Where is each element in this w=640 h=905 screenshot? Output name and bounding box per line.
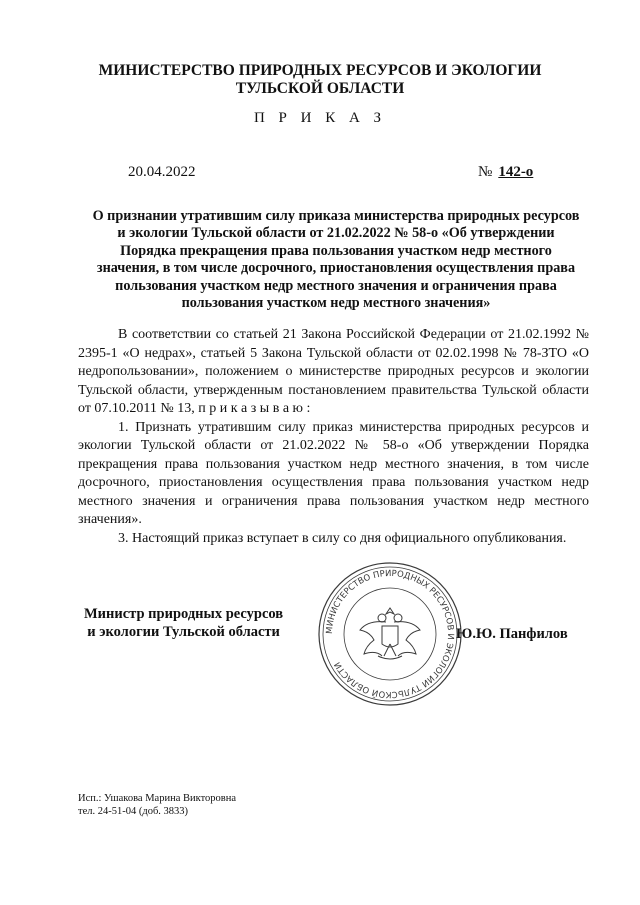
- signer-title-line2: и экологии Тульской области: [87, 624, 280, 640]
- heading-line: и экологии Тульской области от 21.02.2022 № 58-о «Об утверждении: [117, 225, 555, 242]
- heading-line: Порядка прекращения права пользования участком недр местного: [120, 242, 552, 259]
- clause-3-paragraph: 3. Настоящий приказ вступает в силу со дня официального опубликования.: [118, 530, 567, 546]
- heading-line: пользования участком недр местного значения и ограничения права: [115, 277, 557, 294]
- number-value: 142-о: [498, 164, 534, 180]
- ministry-name-line2: ТУЛЬСКОЙ ОБЛАСТИ: [235, 80, 405, 97]
- executor-phone: тел. 24-51-04 (доб. 3833): [78, 806, 189, 817]
- signer-position: [84, 605, 283, 641]
- signer-title-line1: Министр природных ресурсов: [84, 606, 284, 622]
- heading-line: пользования участком недр местного значения»: [181, 295, 491, 312]
- executor-name: Исп.: Ушакова Марина Викторовна: [78, 793, 237, 804]
- official-seal-stamp: [316, 560, 464, 708]
- order-heading: [70, 208, 602, 312]
- executor-info: [78, 792, 236, 818]
- order-date: 20.04.2022: [128, 164, 196, 180]
- clause-1-paragraph: 1. Признать утратившим силу приказ министерства природных ресурсов и экологии Тульской области от 21.02.2022 № 58-о «Об утверждении Порядка прекращения права пользования участком недр местного значения, в том числе досрочного, приостановления осуществления права пользования участком недр местного значения и ограничения права пользования участком недр местного значения».: [78, 419, 589, 527]
- preamble-paragraph: В соответствии со статьей 21 Закона Российской Федерации от 21.02.1992 № 2395-1 «О недрах», статьей 5 Закона Тульской области от 02.02.1998 № 78-ЗТО «О недропользовании», положением о министерстве природных ресурсов и экологии Тульской области, утвержденным постановлением правительства Тульской области от 07.10.2011 № 13, п р и к а з ы в а ю :: [78, 327, 589, 416]
- heading-line: О признании утратившим силу приказа министерства природных ресурсов: [92, 208, 580, 224]
- document-type: П Р И К А З: [253, 110, 387, 126]
- number-sign: №: [478, 164, 493, 180]
- order-body: [78, 326, 589, 548]
- seal-outer-text: МИНИСТЕРСТВО ПРИРОДНЫХ РЕСУРСОВ И ЭКОЛОГИИ ТУЛЬСКОЙ ОБЛАСТИ: [324, 568, 456, 700]
- coat-of-arms-eagle-icon: [360, 608, 420, 659]
- heading-line: значения, в том числе досрочного, приостановления осуществления права: [96, 260, 576, 277]
- ministry-header: [0, 62, 640, 98]
- order-number: [478, 164, 533, 181]
- signer-name: Ю.Ю. Панфилов: [456, 626, 568, 642]
- ministry-name-line1: МИНИСТЕРСТВО ПРИРОДНЫХ РЕСУРСОВ И ЭКОЛОГИИ: [98, 62, 542, 79]
